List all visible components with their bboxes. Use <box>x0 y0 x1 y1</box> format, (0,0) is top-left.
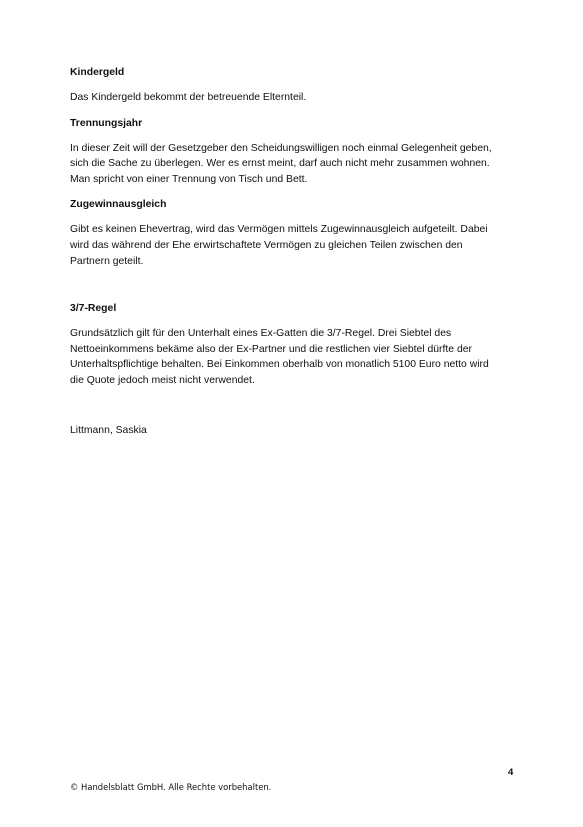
section-heading: 3/7-Regel <box>70 303 117 315</box>
section-zugewinnausgleich <box>70 198 515 269</box>
paragraph-line: Unterhaltspflichtige behalten. Bei Einkommen oberhalb von monatlich 5100 Euro netto wird <box>70 359 489 371</box>
article-body <box>70 66 515 438</box>
paragraph-line: Gibt es keinen Ehevertrag, wird das Vermögen mittels Zugewinnausgleich aufgeteilt. Dabei <box>70 224 488 236</box>
paragraph-line: Partnern geteilt. <box>70 255 144 267</box>
section-heading: Kindergeld <box>70 67 125 78</box>
page-number: 4 <box>508 767 514 778</box>
paragraph-line: In dieser Zeit will der Gesetzgeber den Scheidungswilligen noch einmal Gelegenheit geben, <box>70 142 492 154</box>
paragraph-line: Das Kindergeld bekommt der betreuende Elternteil. <box>70 92 307 103</box>
copyright-footer: © Handelsblatt GmbH. Alle Rechte vorbehalten. <box>70 782 272 792</box>
paragraph-line: sich die Sache zu überlegen. Wer es ernst meint, darf auch nicht mehr zusammen wohnen. <box>70 158 490 170</box>
paragraph-line: die Quote jedoch meist nicht verwendet. <box>70 374 255 386</box>
section-heading: Zugewinnausgleich <box>70 199 167 211</box>
paragraph-line: Nettoeinkommens bekäme also der Ex-Partner und die restlichen vier Siebtel dürfte der <box>70 343 472 355</box>
paragraph-line: wird das während der Ehe erwirtschaftete Vermögen zu gleichen Teilen zwischen den <box>70 239 463 251</box>
section-kindergeld <box>70 66 515 106</box>
section-heading: Trennungsjahr <box>70 117 143 129</box>
section-trennungsjahr <box>70 117 515 188</box>
section-3-7-regel <box>70 302 515 388</box>
paragraph-line: Man spricht von einer Trennung von Tisch und Bett. <box>70 173 308 185</box>
paragraph-line: Grundsätzlich gilt für den Unterhalt eines Ex-Gatten die 3/7-Regel. Drei Siebtel des <box>70 328 452 340</box>
author-name: Littmann, Saskia <box>70 424 147 436</box>
